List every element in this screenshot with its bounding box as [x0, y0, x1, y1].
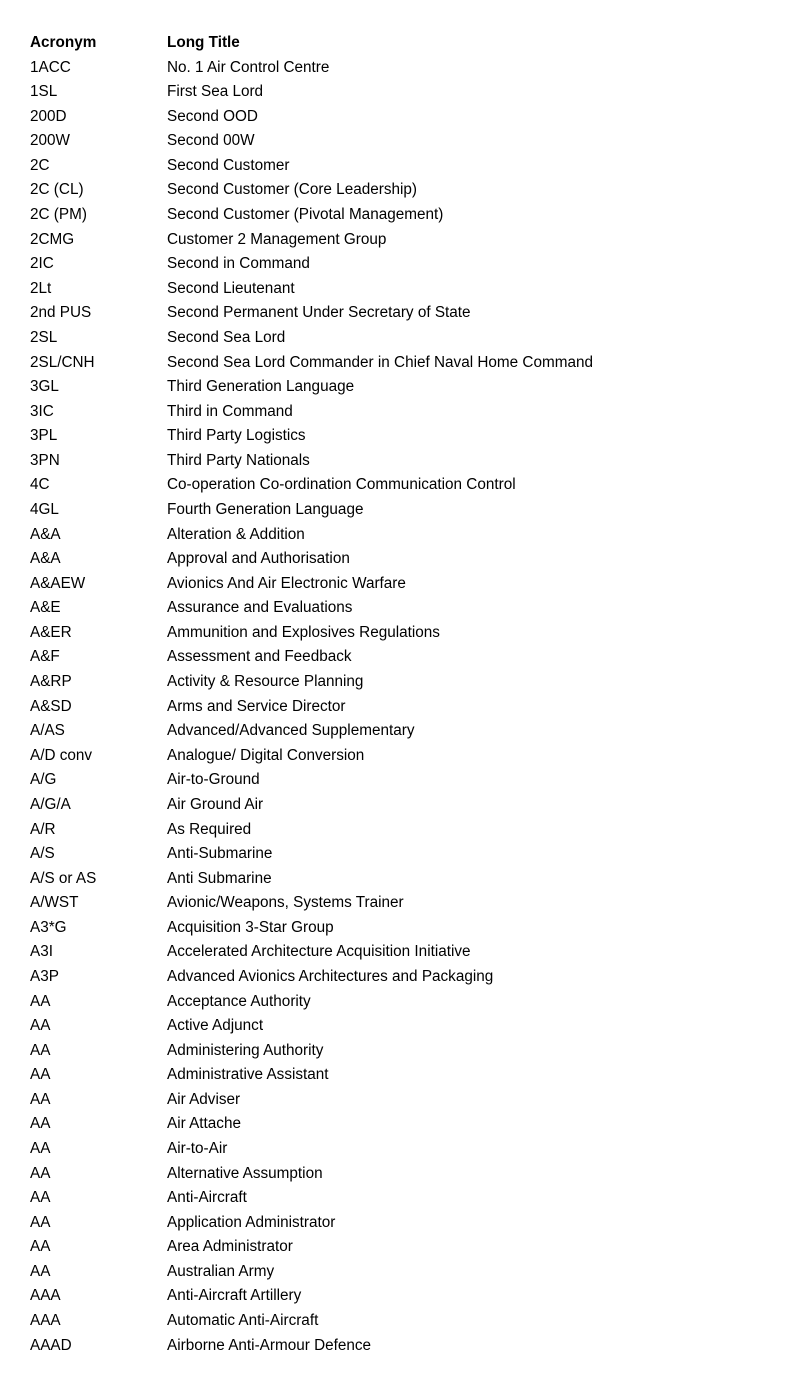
table-row	[30, 1260, 593, 1285]
table-row	[30, 965, 593, 990]
header-acronym: Acronym	[30, 34, 97, 51]
long-title-cell: Australian Army	[167, 1262, 275, 1280]
long-title-cell: Assessment and Feedback	[167, 648, 352, 666]
acronym-cell: AA	[30, 1090, 51, 1108]
table-row	[30, 1088, 593, 1113]
acronym-cell: 2C	[30, 156, 50, 174]
acronym-cell: AA	[30, 1164, 51, 1182]
acronym-cell: 2Lt	[30, 279, 52, 297]
acronym-cell: 2IC	[30, 255, 54, 273]
table-row	[30, 498, 593, 523]
long-title-cell: Second OOD	[167, 107, 258, 125]
long-title-cell: Second 00W	[167, 132, 255, 150]
long-title-cell: Anti Submarine	[167, 869, 272, 887]
long-title-cell: Third Generation Language	[167, 378, 355, 396]
acronym-cell: 2SL/CNH	[30, 353, 95, 371]
long-title-cell: Administrative Assistant	[167, 1066, 329, 1084]
acronym-cell: A&SD	[30, 697, 72, 715]
table-row	[30, 80, 593, 105]
acronym-cell: A3P	[30, 967, 59, 985]
long-title-cell: Customer 2 Management Group	[167, 230, 387, 248]
acronym-cell: AAA	[30, 1312, 61, 1330]
table-row	[30, 719, 593, 744]
table-row	[30, 744, 593, 769]
long-title-cell: Third in Command	[167, 402, 293, 420]
table-row	[30, 1284, 593, 1309]
table-row	[30, 768, 593, 793]
table-row	[30, 523, 593, 548]
long-title-cell: Avionics And Air Electronic Warfare	[167, 574, 406, 592]
table-row	[30, 178, 593, 203]
table-row	[30, 252, 593, 277]
acronym-cell: 3PL	[30, 427, 58, 445]
acronym-cell: 4GL	[30, 500, 59, 518]
acronym-cell: AA	[30, 1041, 51, 1059]
long-title-cell: Alteration & Addition	[167, 525, 305, 543]
acronym-cell: 2C (PM)	[30, 206, 87, 224]
table-row	[30, 400, 593, 425]
long-title-cell: Advanced Avionics Architectures and Packaging	[167, 967, 494, 985]
acronym-cell: A/WST	[30, 894, 79, 912]
table-row	[30, 1014, 593, 1039]
acronym-cell: A3I	[30, 943, 53, 961]
table-row	[30, 375, 593, 400]
long-title-cell: Area Administrator	[167, 1238, 293, 1256]
acronym-cell: 1ACC	[30, 58, 71, 76]
long-title-cell: Second Customer	[167, 156, 290, 174]
table-body	[30, 56, 593, 1359]
long-title-cell: Air Attache	[167, 1115, 241, 1133]
table-row	[30, 277, 593, 302]
acronym-cell: 3IC	[30, 402, 54, 420]
long-title-cell: Second Customer (Core Leadership)	[167, 181, 417, 199]
acronym-cell: A&E	[30, 599, 61, 617]
acronym-cell: 3GL	[30, 378, 59, 396]
table-row	[30, 916, 593, 941]
long-title-cell: Ammunition and Explosives Regulations	[167, 623, 440, 641]
table-header-row	[30, 31, 593, 56]
long-title-cell: Air Adviser	[167, 1090, 241, 1108]
table-row	[30, 56, 593, 81]
long-title-cell: Second Customer (Pivotal Management)	[167, 206, 444, 224]
acronym-cell: AAAD	[30, 1336, 72, 1354]
acronym-cell: A&A	[30, 525, 61, 543]
long-title-cell: Administering Authority	[167, 1041, 324, 1059]
acronym-cell: AA	[30, 1140, 51, 1158]
long-title-cell: Analogue/ Digital Conversion	[167, 746, 365, 764]
table-row	[30, 424, 593, 449]
acronym-cell: AA	[30, 1115, 51, 1133]
long-title-cell: Second Lieutenant	[167, 279, 295, 297]
long-title-cell: No. 1 Air Control Centre	[167, 58, 330, 76]
table-row	[30, 203, 593, 228]
long-title-cell: Accelerated Architecture Acquisition Initiative	[167, 943, 471, 961]
long-title-cell: As Required	[167, 820, 252, 838]
acronym-cell: 2nd PUS	[30, 304, 92, 322]
table-row	[30, 1112, 593, 1137]
table-row	[30, 645, 593, 670]
acronym-cell: AA	[30, 992, 51, 1010]
table-row	[30, 842, 593, 867]
acronym-cell: 1SL	[30, 83, 58, 101]
long-title-cell: Airborne Anti-Armour Defence	[167, 1336, 372, 1354]
table-row	[30, 1334, 593, 1359]
long-title-cell: First Sea Lord	[167, 83, 264, 101]
acronym-cell: 200D	[30, 107, 67, 125]
acronym-cell: AA	[30, 1017, 51, 1035]
table-row	[30, 351, 593, 376]
long-title-cell: Third Party Nationals	[167, 451, 310, 469]
table-row	[30, 1235, 593, 1260]
acronym-table	[30, 31, 593, 1358]
table-row	[30, 129, 593, 154]
table-row	[30, 1039, 593, 1064]
table-row	[30, 1309, 593, 1334]
acronym-cell: A&AEW	[30, 574, 86, 592]
table-row	[30, 891, 593, 916]
acronym-cell: 2CMG	[30, 230, 75, 248]
acronym-cell: AA	[30, 1189, 51, 1207]
acronym-cell: AA	[30, 1066, 51, 1084]
acronym-cell: A&A	[30, 550, 61, 568]
long-title-cell: Air Ground Air	[167, 795, 264, 813]
acronym-cell: A/AS	[30, 722, 65, 740]
long-title-cell: Activity & Resource Planning	[167, 673, 364, 691]
table-row	[30, 572, 593, 597]
long-title-cell: Third Party Logistics	[167, 427, 306, 445]
long-title-cell: Second Sea Lord	[167, 328, 286, 346]
acronym-cell: 2SL	[30, 328, 58, 346]
long-title-cell: Active Adjunct	[167, 1017, 264, 1035]
long-title-cell: Air-to-Air	[167, 1140, 228, 1158]
long-title-cell: Automatic Anti-Aircraft	[167, 1312, 319, 1330]
long-title-cell: Avionic/Weapons, Systems Trainer	[167, 894, 404, 912]
acronym-cell: A&ER	[30, 623, 72, 641]
acronym-cell: A&RP	[30, 673, 72, 691]
acronym-cell: A/S	[30, 845, 55, 863]
acronym-cell: A/D conv	[30, 746, 93, 764]
table-row	[30, 1186, 593, 1211]
table-row	[30, 301, 593, 326]
long-title-cell: Application Administrator	[167, 1213, 336, 1231]
long-title-cell: Arms and Service Director	[167, 697, 346, 715]
long-title-cell: Fourth Generation Language	[167, 500, 364, 518]
long-title-cell: Acquisition 3-Star Group	[167, 918, 334, 936]
acronym-cell: AA	[30, 1262, 51, 1280]
table-row	[30, 1211, 593, 1236]
table-row	[30, 990, 593, 1015]
acronym-cell: AAA	[30, 1287, 61, 1305]
acronym-cell: 200W	[30, 132, 70, 150]
table-row	[30, 793, 593, 818]
long-title-cell: Assurance and Evaluations	[167, 599, 353, 617]
acronym-cell: 2C (CL)	[30, 181, 84, 199]
long-title-cell: Anti-Aircraft Artillery	[167, 1287, 302, 1305]
table-row	[30, 449, 593, 474]
table-row	[30, 473, 593, 498]
acronym-cell: AA	[30, 1213, 51, 1231]
table-row	[30, 867, 593, 892]
long-title-cell: Co-operation Co-ordination Communication Control	[167, 476, 516, 494]
table-row	[30, 940, 593, 965]
table-row	[30, 228, 593, 253]
acronym-cell: A/S or AS	[30, 869, 97, 887]
table-row	[30, 105, 593, 130]
long-title-cell: Second in Command	[167, 255, 310, 273]
table-row	[30, 1137, 593, 1162]
table-row	[30, 1063, 593, 1088]
long-title-cell: Alternative Assumption	[167, 1164, 323, 1182]
table-row	[30, 154, 593, 179]
table-row	[30, 695, 593, 720]
acronym-cell: 4C	[30, 476, 50, 494]
acronym-cell: A3*G	[30, 918, 67, 936]
acronym-cell: AA	[30, 1238, 51, 1256]
long-title-cell: Anti-Aircraft	[167, 1189, 247, 1207]
acronym-cell: 3PN	[30, 451, 60, 469]
table-row	[30, 1162, 593, 1187]
acronym-cell: A/R	[30, 820, 56, 838]
long-title-cell: Air-to-Ground	[167, 771, 260, 789]
long-title-cell: Second Sea Lord Commander in Chief Naval Home Command	[167, 353, 593, 371]
header-long-title: Long Title	[167, 34, 240, 51]
table-row	[30, 596, 593, 621]
table-row	[30, 621, 593, 646]
table-row	[30, 670, 593, 695]
long-title-cell: Approval and Authorisation	[167, 550, 350, 568]
table-row	[30, 818, 593, 843]
long-title-cell: Second Permanent Under Secretary of State	[167, 304, 471, 322]
table-row	[30, 326, 593, 351]
long-title-cell: Advanced/Advanced Supplementary	[167, 722, 415, 740]
acronym-cell: A/G/A	[30, 795, 71, 813]
long-title-cell: Acceptance Authority	[167, 992, 311, 1010]
acronym-cell: A&F	[30, 648, 60, 666]
long-title-cell: Anti-Submarine	[167, 845, 273, 863]
acronym-cell: A/G	[30, 771, 57, 789]
table-row	[30, 547, 593, 572]
